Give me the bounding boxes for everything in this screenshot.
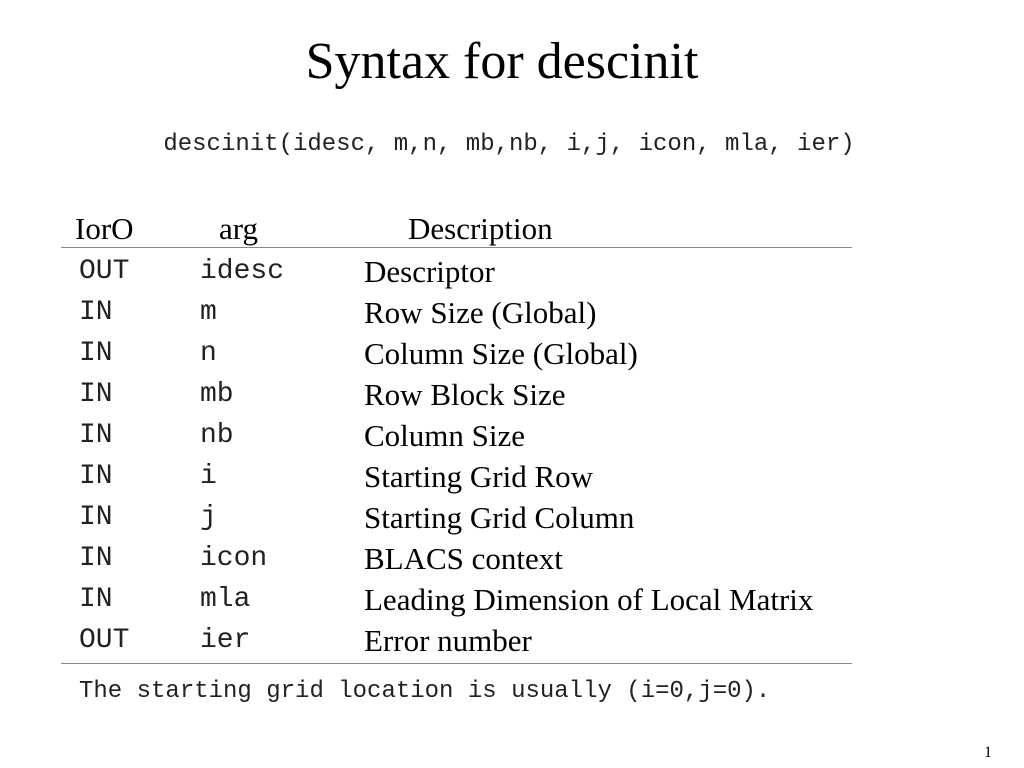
table-row bbox=[61, 415, 852, 456]
slide-number: 1 bbox=[984, 744, 992, 761]
table-row bbox=[61, 538, 852, 579]
row-ioro: OUT bbox=[79, 256, 130, 287]
row-ioro: IN bbox=[79, 420, 113, 451]
row-description: Leading Dimension of Local Matrix bbox=[364, 582, 814, 617]
slide-title: Syntax for descinit bbox=[305, 33, 699, 90]
row-description: Descriptor bbox=[364, 254, 495, 289]
row-ioro: IN bbox=[79, 379, 113, 410]
footnote: The starting grid location is usually (i=0,j=0). bbox=[79, 678, 771, 705]
row-arg: idesc bbox=[200, 256, 285, 287]
table-row bbox=[61, 456, 852, 497]
table-row bbox=[61, 251, 852, 292]
row-arg: m bbox=[200, 297, 217, 328]
table-row bbox=[61, 333, 852, 374]
table-row bbox=[61, 497, 852, 538]
header-description: Description bbox=[408, 211, 553, 246]
row-ioro: IN bbox=[79, 584, 113, 615]
argument-table bbox=[61, 251, 852, 661]
row-description: Error number bbox=[364, 623, 532, 658]
table-row bbox=[61, 620, 852, 661]
row-arg: n bbox=[200, 338, 217, 369]
table-row bbox=[61, 374, 852, 415]
row-ioro: IN bbox=[79, 461, 113, 492]
row-ioro: IN bbox=[79, 543, 113, 574]
row-description: Column Size bbox=[364, 418, 526, 453]
row-ioro: IN bbox=[79, 338, 113, 369]
table-row bbox=[61, 292, 852, 333]
row-arg: j bbox=[200, 502, 217, 533]
table-header bbox=[61, 210, 852, 248]
row-ioro: IN bbox=[79, 502, 113, 533]
row-description: Starting Grid Row bbox=[364, 459, 594, 494]
row-arg: mla bbox=[200, 584, 251, 615]
row-arg: i bbox=[200, 461, 217, 492]
row-description: Row Block Size bbox=[364, 377, 566, 412]
row-arg: ier bbox=[200, 625, 251, 656]
header-arg: arg bbox=[219, 211, 259, 246]
function-signature: descinit(idesc, m,n, mb,nb, i,j, icon, mla, ier) bbox=[163, 131, 855, 158]
header-ioro: IorO bbox=[75, 211, 134, 246]
row-description: Row Size (Global) bbox=[364, 295, 597, 330]
row-description: BLACS context bbox=[364, 541, 563, 576]
row-ioro: IN bbox=[79, 297, 113, 328]
row-description: Column Size (Global) bbox=[364, 336, 638, 371]
table-row bbox=[61, 579, 852, 620]
row-description: Starting Grid Column bbox=[364, 500, 635, 535]
row-arg: nb bbox=[200, 420, 234, 451]
table-bottom-rule bbox=[61, 663, 852, 664]
row-ioro: OUT bbox=[79, 625, 130, 656]
row-arg: icon bbox=[200, 543, 268, 574]
row-arg: mb bbox=[200, 379, 234, 410]
